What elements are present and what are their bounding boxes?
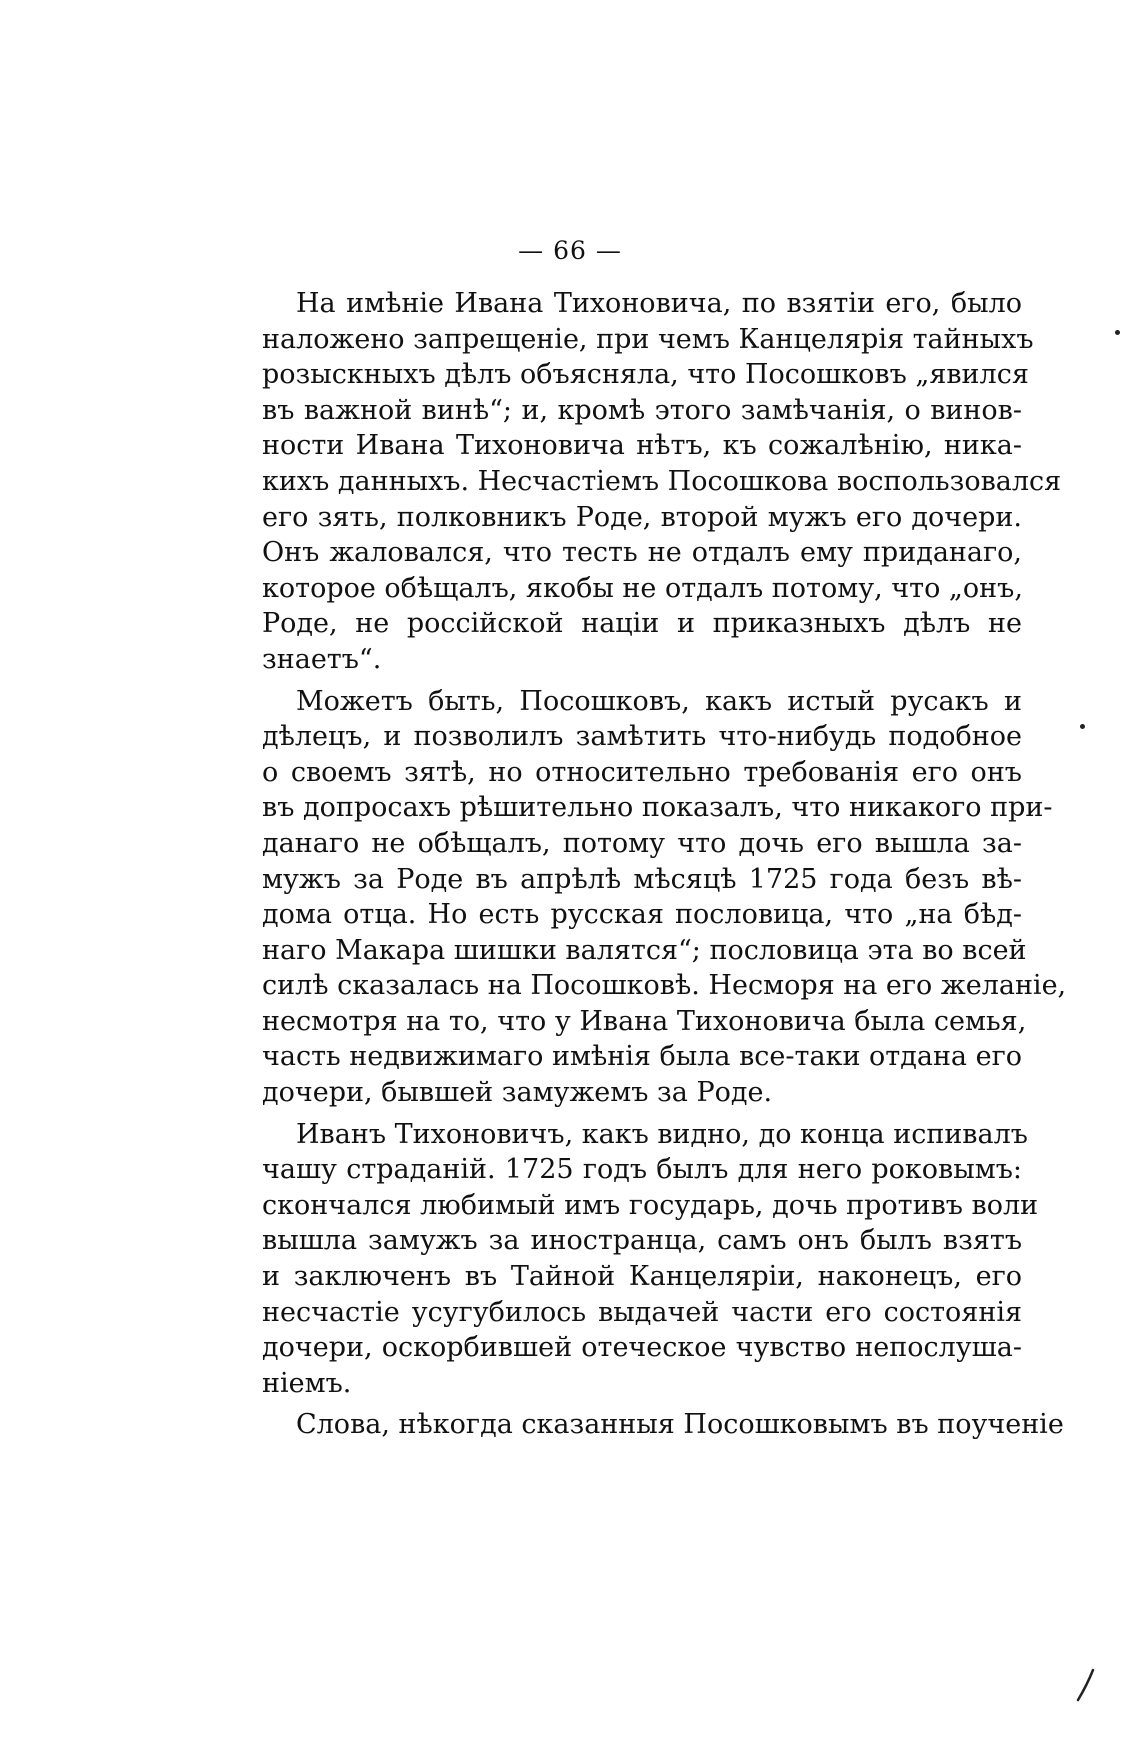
scan-speck bbox=[1115, 330, 1120, 335]
text-line: дочери, бывшей замужемъ за Роде. bbox=[262, 1077, 773, 1109]
text-line: въ допросахъ рѣшительно показалъ, что никакого при- bbox=[262, 792, 1053, 824]
scan-speck bbox=[1080, 724, 1085, 729]
text-line: несмотря на то, что у Ивана Тихоновича была семья, bbox=[262, 1005, 1027, 1037]
text-line: чашу страданій. 1725 годъ былъ для него роковымъ: bbox=[262, 1154, 1022, 1186]
text-line: о своемъ зятѣ, но относительно требованія его онъ bbox=[262, 756, 1022, 788]
text-line: наго Макара шишки валятся“; пословица эта во всей bbox=[262, 934, 1027, 966]
text-line: ніемъ. bbox=[262, 1367, 352, 1399]
body-text bbox=[262, 286, 1067, 1443]
text-line: наложено запрещеніе, при чемъ Канцелярія тайныхъ bbox=[262, 323, 1034, 355]
text-line: ности Ивана Тихоновича нѣтъ, къ сожалѣнію, ника- bbox=[262, 430, 1022, 462]
text-line: которое обѣщалъ, якобы не отдалъ потому, что „онъ, bbox=[262, 572, 1023, 604]
text-line: розыскныхъ дѣлъ объясняла, что Посошковъ „явился bbox=[262, 359, 1029, 391]
text-line: данаго не обѣщалъ, потому что дочь его вышла за- bbox=[262, 827, 1022, 859]
text-line: дома отца. Но есть русская пословица, что „на бѣд- bbox=[262, 899, 1022, 931]
text-line: несчастіе усугубилось выдачей части его состоянія bbox=[262, 1296, 1022, 1328]
text-line: дѣлецъ, и позволилъ замѣтить что-нибудь подобное bbox=[262, 721, 1022, 753]
paragraph-1 bbox=[262, 286, 1062, 678]
text-line: Слова, нѣкогда сказанныя Посошковымъ въ поученіе bbox=[296, 1409, 1064, 1441]
text-line: Роде, не россійской націи и приказныхъ дѣлъ не bbox=[262, 608, 1022, 640]
text-line: вышла замужъ за иностранца, самъ онъ былъ взятъ bbox=[262, 1225, 1022, 1257]
text-line: дочери, оскорбившей отеческое чувство непослуша- bbox=[262, 1332, 1022, 1364]
paragraph-4 bbox=[262, 1407, 1064, 1443]
page-number: — 66 — bbox=[518, 236, 622, 265]
text-line: его зять, полковникъ Роде, второй мужъ его дочери. bbox=[262, 501, 1022, 533]
text-line: На имѣніе Ивана Тихоновича, по взятіи его, было bbox=[296, 288, 1022, 319]
text-line: Иванъ Тихоновичъ, какъ видно, до конца испивалъ bbox=[296, 1118, 1028, 1150]
text-line: часть недвижимаго имѣнія была все-таки отдана его bbox=[262, 1041, 1022, 1073]
text-line: силѣ сказалась на Посошковѣ. Несморя на его желаніе, bbox=[262, 970, 1067, 1002]
text-line: Онъ жаловался, что тесть не отдалъ ему приданаго, bbox=[262, 537, 1022, 569]
text-line: знаетъ“. bbox=[262, 643, 382, 675]
text-line: Можетъ быть, Посошковъ, какъ истый русакъ и bbox=[296, 685, 1022, 717]
pencil-mark-icon bbox=[1075, 1668, 1097, 1702]
text-line: въ важной винѣ“; и, кромѣ этого замѣчанія, о винов- bbox=[262, 394, 1022, 426]
text-line: мужъ за Роде въ апрѣлѣ мѣсяцѣ 1725 года безъ вѣ- bbox=[262, 863, 1022, 895]
paragraph-2 bbox=[262, 684, 1067, 1111]
text-line: и заключенъ въ Тайной Канцеляріи, наконецъ, его bbox=[262, 1261, 1022, 1293]
text-line: кихъ данныхъ. Несчастіемъ Посошкова воспользовался bbox=[262, 465, 1062, 497]
text-line: скончался любимый имъ государь, дочь противъ воли bbox=[262, 1189, 1039, 1221]
paragraph-3 bbox=[262, 1117, 1039, 1402]
